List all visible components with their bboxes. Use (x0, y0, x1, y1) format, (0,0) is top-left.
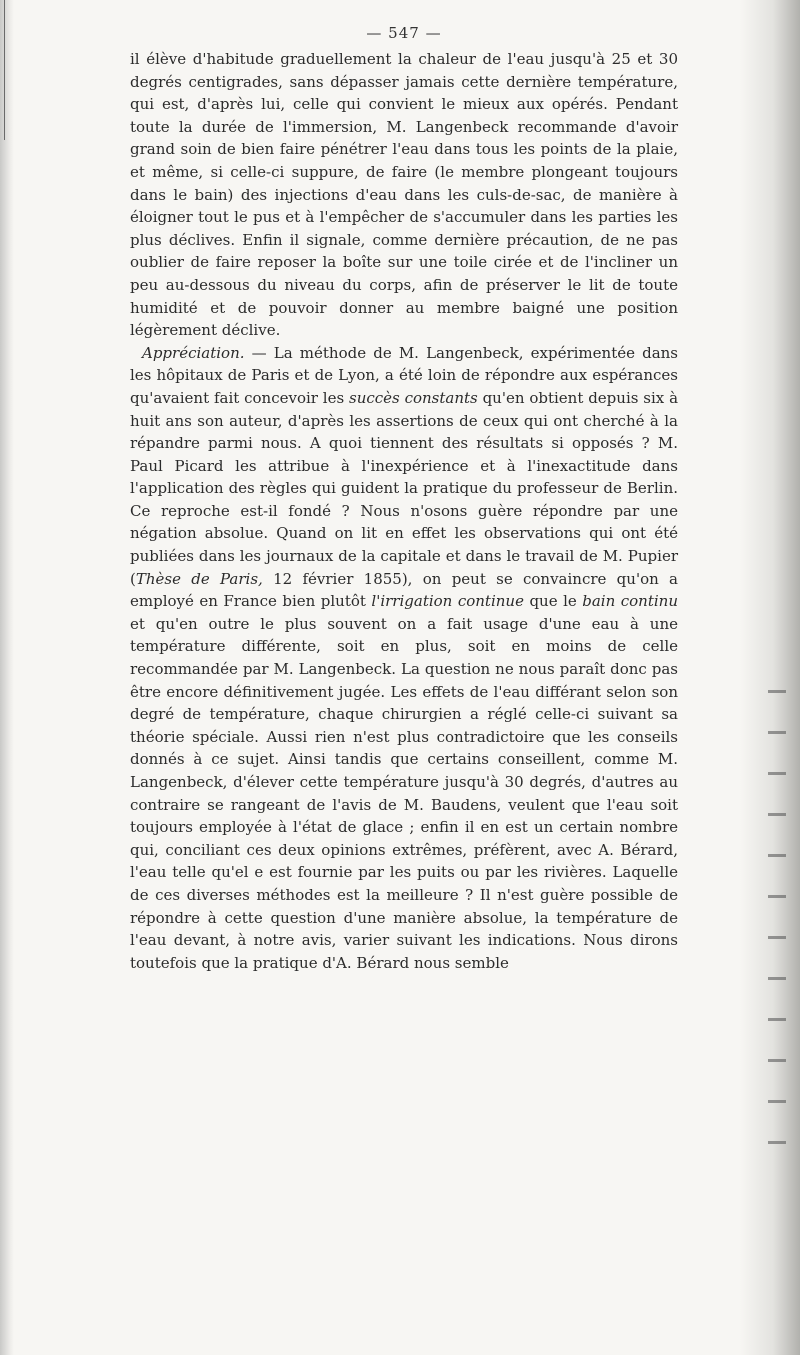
italic-text: succès constants (349, 388, 478, 407)
book-page (130, 24, 678, 974)
italic-text: l'irrigation continue (371, 592, 524, 611)
text-run: qu'en obtient depuis six à huit ans son auteur, d'après les assertions de ceux qui ont cherché à la répandre parmi nous. A quoi tiennent des résultats si opposés ? M. Paul Picard les attribue à l'inexpérience et à l'inexactitude dans l'application des règles qui guident la pratique du professeur de Berlin. Ce reproche est-il fondé ? Nous n'osons guère répondre par une négation absolue. Quand on lit en effet les observations qui ont été publiées dans les journaux de la capitale et dans le travail de M. Pupier ( (130, 388, 679, 588)
paragraph (130, 342, 678, 975)
page-edge-marks (768, 690, 792, 1310)
italic-text: Appréciation. (142, 343, 245, 362)
paragraph (130, 48, 678, 342)
text-run: que le (523, 592, 583, 611)
italic-text: Thèse de Paris, (135, 569, 263, 588)
text-run: — La méthode de M. Langenbeck, expérimentée dans les hôpitaux de Paris et de Lyon, a été loin de répondre aux espérances qu'avaient fait concevoir les (130, 343, 678, 407)
text-run: et qu'en outre le plus souvent on a fait usage d'une eau à une température différente, soit en plus, soit en moins de celle recommandée par M. Langenbeck. La question ne nous paraît donc pas être encore définitivement jugée. Les effets de l'eau différant selon son degré de température, chaque chirurgien a réglé celle-ci suivant sa théorie spéciale. Aussi rien n'est plus contradictoire que les conseils donnés à ce sujet. Ainsi tandis que certains conseillent, comme M. Langenbeck, d'élever cette température jusqu'à 30 degrés, d'autres au contraire se rangeant de l'avis de M. Baudens, veulent que l'eau soit toujours employée à l'état de glace ; enfin il en est un certain nombre qui, conciliant ces deux opinions extrêmes, préfèrent, avec A. Bérard, l'eau telle qu'el e est fournie par les puits ou par les rivières. Laquelle de ces diverses méthodes est la meilleure ? Il n'est guère possible de répondre à cette question d'une manière absolue, la température de l'eau devant, à notre avis, varier suivant les indications. Nous dirons toutefois que la pratique d'A. Bérard nous semble (130, 614, 678, 972)
italic-text: bain continu (582, 592, 678, 611)
text-run: il élève d'habitude graduellement la chaleur de l'eau jusqu'à 25 et 30 degrés centigrades, sans dépasser jamais cette dernière température, qui est, d'après lui, celle qui convient le mieux aux opérés. Pendant toute la durée de l'immersion, M. Langenbeck recommande d'avoir grand soin de bien faire pénétrer l'eau dans tous les points de la plaie, et même, si celle-ci suppure, de faire (le membre plongeant toujours dans le bain) des injections d'eau dans les culs-de-sac, de manière à éloigner tout le pus et à l'empêcher de s'accumuler dans les parties les plus déclives. Enfin il signale, comme dernière précaution, de ne pas oublier de faire reposer la boîte sur une toile cirée et de l'incliner un peu au-dessous du niveau du corps, afin de préserver le lit de toute humidité et de pouvoir donner au membre baigné une position légèrement déclive. (130, 50, 678, 340)
book-spine-shadow (0, 0, 14, 1355)
text-run: 12 février 1855), on peut se convaincre qu'on a employé en France bien plutôt (130, 569, 678, 611)
page-body (130, 48, 678, 974)
page-number: — 547 — (366, 24, 442, 42)
